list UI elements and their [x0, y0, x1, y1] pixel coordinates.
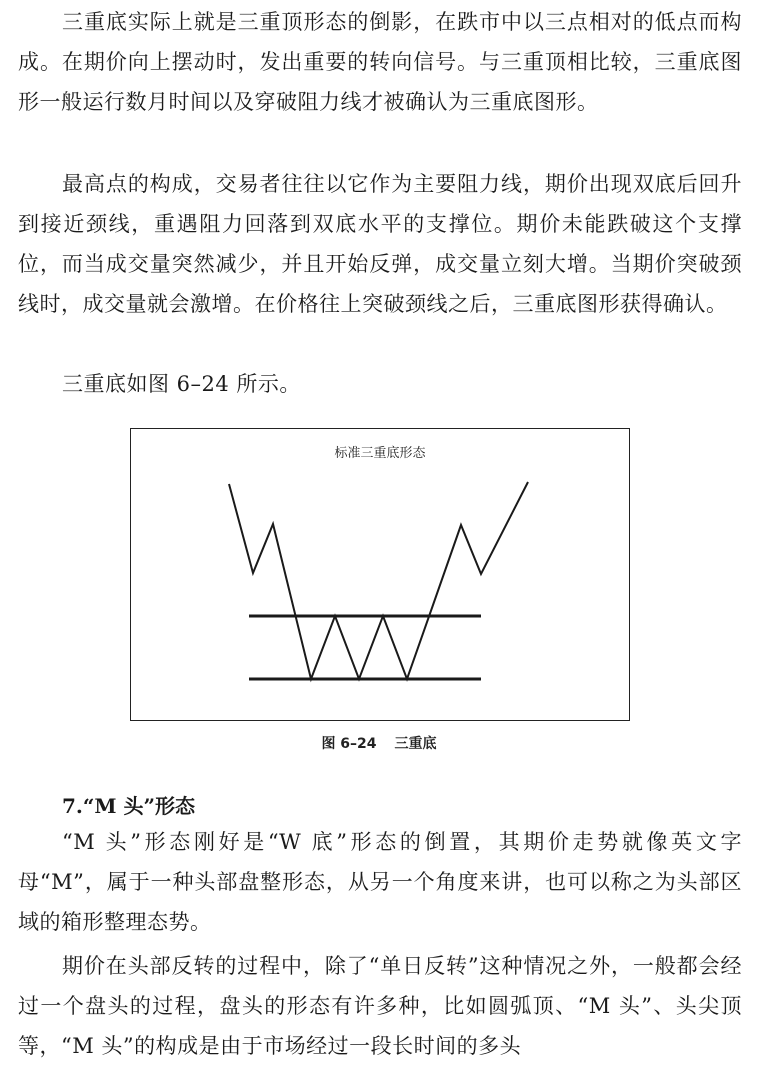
paragraph-figure-reference: 三重底如图 6–24 所示。 — [62, 372, 301, 396]
paragraph-triple-bottom-formation: 最高点的构成，交易者往往以它作为主要阻力线，期价出现双底后回升到接近颈线，重遇阻力回落到双底水平的支撑位。期价未能跌破这个支撑位，而当成交量突然减少，并且开始反弹，成交量立刻大增。当期价突破颈线时，成交量就会激增。在价格往上突破颈线之后，三重底图形获得确认。 — [18, 172, 742, 316]
section-heading-m-top: 7.“M 头”形态 — [62, 794, 195, 818]
paragraph-m-top-definition: “M 头”形态刚好是“W 底”形态的倒置，其期价走势就像英文字母“M”，属于一种头部盘整形态，从另一个角度来讲，也可以称之为头部区域的箱形整理态势。 — [18, 830, 742, 934]
paragraph-triple-bottom-intro: 三重底实际上就是三重顶形态的倒影，在跌市中以三点相对的低点而构成。在期价向上摆动时，发出重要的转向信号。与三重顶相比较，三重底图形一般运行数月时间以及穿破阻力线才被确认为三重底图形。 — [18, 10, 742, 114]
figure-caption-text: 三重底 — [394, 736, 437, 752]
figure-triple-bottom — [130, 428, 630, 721]
figure-caption — [0, 733, 758, 753]
paragraph-m-top-process: 期价在头部反转的过程中，除了“单日反转”这种情况之外，一般都会经过一个盘头的过程，盘头的形态有许多种，比如圆弧顶、“M 头”、头尖顶等，“M 头”的构成是由于市场经过一段长时间的多头 — [18, 954, 742, 1058]
figure-caption-number: 图 6–24 — [321, 736, 377, 752]
price-path-line — [229, 482, 528, 679]
figure-title: 标准三重底形态 — [334, 446, 426, 461]
triple-bottom-diagram — [131, 429, 631, 722]
